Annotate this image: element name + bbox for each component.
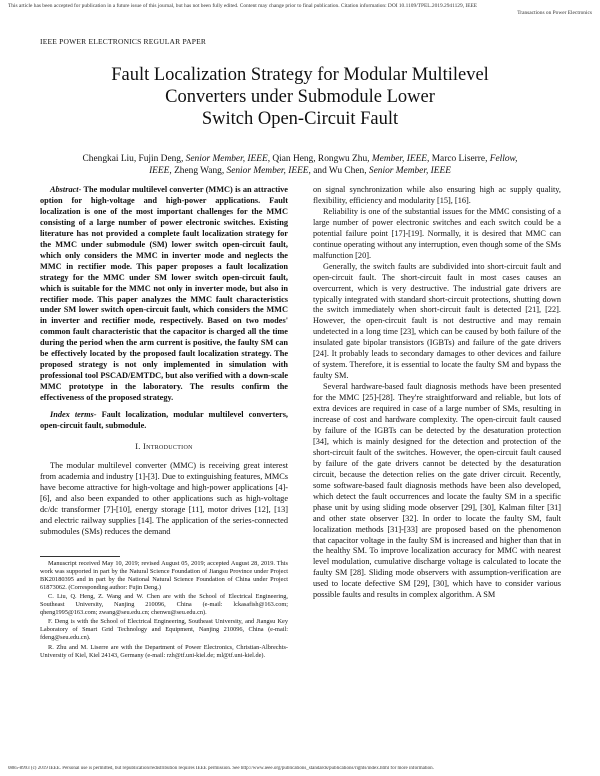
footnote-affiliation-3: R. Zhu and M. Liserre are with the Department of Power Electronics, Christian-Albrechts-University of Kiel, Kiel 24143, Germany (e-mail: rzh@tf.uni-kiel.de; ml@tf.uni-kiel.de). <box>40 643 288 659</box>
index-terms <box>40 410 288 432</box>
journal-label: IEEE POWER ELECTRONICS REGULAR PAPER <box>40 37 207 46</box>
author-role-1: Senior Member, IEEE <box>185 154 268 164</box>
author-role-2: Member, IEEE <box>371 154 428 164</box>
author-names-3: , Marco Liserre, <box>427 154 490 164</box>
author-line-2 <box>40 165 560 177</box>
right-paragraph-1: Reliability is one of the substantial issues for the MMC consisting of a large number of power electronic switches and each switch could be a potential failure point [17]-[19]. Normally, it is desired that MMC can continue operating without any interruption, even though some of the SMs malfunction [20]. <box>313 206 561 260</box>
author-names-4: , Zheng Wang, <box>169 166 227 176</box>
author-role-3: Fellow, <box>489 154 518 164</box>
banner-line-1: This article has been accepted for publication in a future issue of this journal, but has not been fully edited. Content may change prior to final publication. Citation information: DOI 10.1109/TPEL.2019.2941129, IEEE <box>8 3 478 9</box>
banner-line-2: Transactions on Power Electronics <box>517 10 592 16</box>
intro-paragraph-1: The modular multilevel converter (MMC) is receiving great interest from academia and industry [1]-[3]. Due to extinguishing features, MMCs have become attractive for high-voltage and high-power applications [4]-[6], and also been expanded to other applications such as high-voltage dc/dc transformer [7]-[10], energy storage [11], motor drives [12], [13] and electric railway supplies [14]. The application of the series-connected submodules (SMs) reduces the demand <box>40 460 288 536</box>
author-names-5: , and Wu Chen, <box>308 166 369 176</box>
section-heading-introduction <box>40 442 288 453</box>
author-names-2: , Qian Heng, Rongwu Zhu, <box>267 154 372 164</box>
right-paragraph-3: Several hardware-based fault diagnosis methods have been presented for the MMC [25]-[28]. They're straightforward and reliable, but lots of extra devices are required in case of a large number of SMs, resulting in increase of cost and hardware complexity. The open-circuit fault caused by failure of the IGBTs can be detected by the desaturation protection [34], which is mainly designed for the detection and protection of the short-circuit fault of the switches. However, the open-circuit fault caused by failure of the gate drivers cannot be detected by the desaturation circuit, because the detection relies on the gate driver circuit. Recently, some software-based fault diagnosis methods have been also developed, which detect the fault occurrences and locate the faulty SM in a specific phase unit by using sliding mode observer [29], [30], Kalman filter [31] and other state observer [32]. In order to locate the faulty SM, fault localization methods [31]-[33] are proposed based on the phenomenon that capacitor voltage in the faulty SM is increased and higher than that in the healthy SM. To improve localization accuracy for MMC with nearest level modulation, cumulative discharge voltage is calculated to locate the faulty SM [28]. Sliding mode observers with assumption-verification are used to locate defective SM [29], [30], which have to consider various possible faults and results in complex algorithm. A SM <box>313 382 561 600</box>
index-terms-label: Index terms- <box>50 410 97 420</box>
author-role-5: Senior Member, IEEE <box>368 166 451 176</box>
right-paragraph-0: on signal synchronization while also ensuring high ac supply quality, flexibility, efficiency and modularity [15], [16]. <box>313 185 561 205</box>
right-column <box>313 185 561 601</box>
footnote-manuscript: Manuscript received May 10, 2019; revised August 05, 2019; accepted August 28, 2019. This work was supported in part by the Natural Science Foundation of Jiangsu Province under Project BK20180395 and in part by the National Natural Science Foundation of China under Project 61873062. (Corresponding author: Fujin Deng.) <box>40 559 288 591</box>
banner-notice <box>8 3 592 17</box>
abstract <box>40 185 288 404</box>
paper-title <box>40 64 560 130</box>
author-role-4: Senior Member, IEEE <box>226 166 309 176</box>
title-line-1: Fault Localization Strategy for Modular Multilevel <box>111 65 489 85</box>
section-number: I. <box>135 441 144 451</box>
page-footer: 0885-8993 (c) 2019 IEEE. Personal use is permitted, but republication/redistribution requires IEEE permission. See http://www.ieee.org/publications_standards/publications/rights/index.html for more information. <box>8 766 434 771</box>
footnote-affiliation-2: F. Deng is with the School of Electrical Engineering, Southeast University, and Jiangsu Key Laboratory of Smart Grid Technology and Equipment, Nanjing 210096, China (e-mail: fdeng@seu.edu.cn). <box>40 618 288 642</box>
author-role-3b: IEEE <box>149 166 170 176</box>
abstract-text: The modular multilevel converter (MMC) is an attractive option for high-voltage and high-power applications. Fault localization is one of the most important challenges for the MMC consisting of a large number of power electronic switches. Existing literature has not provided a complete fault localization strategy for the MMC under submodule (SM) lower switch open-circuit fault, which only considers the MMC in inverter mode and neglects the MMC in rectifier mode. This paper proposes a fault localization strategy for the MMC under SM lower switch open-circuit fault, which is suitable for the MMC not only in inverter mode, but also in rectifier mode. This paper analyzes the MMC fault characteristics under SM lower switch open-circuit fault, which considers the MMC in inverter and rectifier mode, respectively. Based on two modes' common fault characteristic that the capacitor is charged all the time during the period when the arm current is positive, the faulty SM can be effectively located by the proposed fault localization strategy. The proposed strategy is not only implemented in simulation with professional tool PSCAD/EMTDC, but also verified with a down-scale MMC prototype in the laboratory. The results confirm the effectiveness of the proposed strategy. <box>40 185 288 403</box>
right-paragraph-2: Generally, the switch faults are subdivided into short-circuit fault and open-circuit fault. The short-circuit fault in most cases causes an overcurrent, which is very destructive. The industrial gate drivers are typically integrated with standard short-circuit protections, shutting down the switch immediately when short-circuit fault is detected [21], [22]. However, the open-circuit fault is not destructive and may remain undetected in a long time [23], which can be caused by both failure of the insulated gate bipolar transistors (IGBTs) and failure of the gate drivers [24]. It probably leads to secondary damages to other devices and failure of system. Therefore, it is essential to locate the faulty SM and bypass the faulty SM. <box>313 261 561 381</box>
title-line-2: Converters under Submodule Lower <box>165 87 435 107</box>
footnote-affiliation-1: C. Liu, Q. Heng, Z. Wang and W. Chen are with the School of Electrical Engineering, Southeast University, Nanjing 210096, China (e-mail: lckasafish@163.com; qheng1995@163.com; zwang@seu.edu.cn; chenwu@seu.edu.cn). <box>40 592 288 617</box>
title-line-3: Switch Open-Circuit Fault <box>201 109 399 129</box>
index-terms-text: Fault localization, modular multilevel converters, open-circuit fault, submodule. <box>40 410 289 431</box>
left-column <box>40 185 288 661</box>
footnote-divider <box>40 556 120 557</box>
author-names-1: Chengkai Liu, Fujin Deng, <box>82 154 186 164</box>
section-title: Introduction <box>143 441 193 451</box>
footnotes <box>40 560 288 660</box>
author-list <box>40 153 560 177</box>
author-line-1 <box>40 153 560 165</box>
abstract-label: Abstract- <box>50 185 82 194</box>
